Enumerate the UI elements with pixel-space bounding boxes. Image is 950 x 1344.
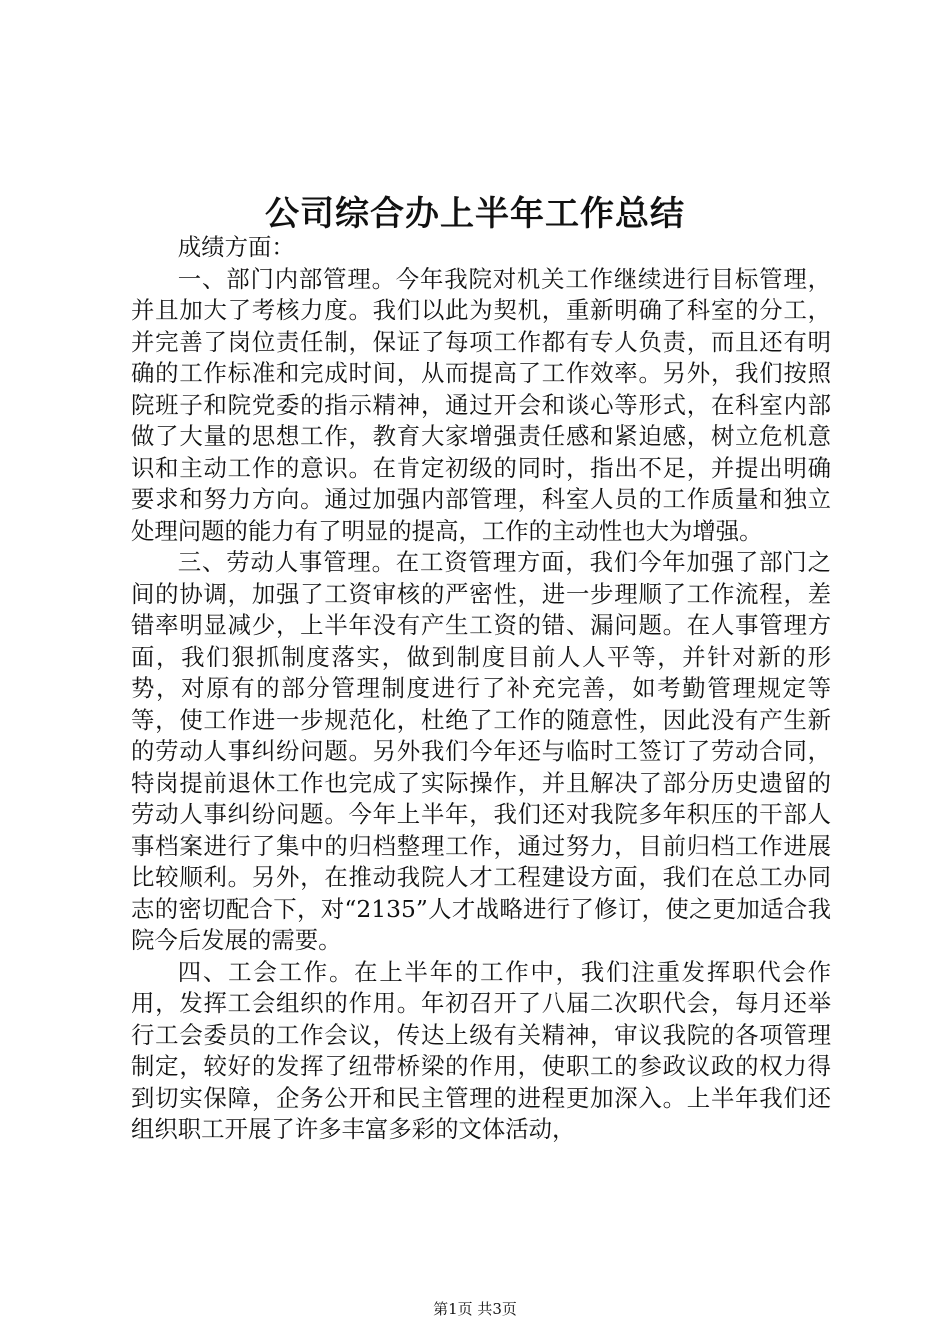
document-body [131,232,831,1146]
paragraph-department-management: 一、部门内部管理。今年我院对机关工作继续进行目标管理，并且加大了考核力度。我们以此为契机，重新明确了科室的分工，并完善了岗位责任制，保证了每项工作都有专人负责，而且还有明确的工作标准和完成时间，从而提高了工作效率。另外，我们按照院班子和院党委的指示精神，通过开会和谈心等形式，在科室内部做了大量的思想工作，教育大家增强责任感和紧迫感，树立危机意识和主动工作的意识。在肯定初级的同时，指出不足，并提出明确要求和努力方向。通过加强内部管理，科室人员的工作质量和独立处理问题的能力有了明显的提高，工作的主动性也大为增强。 [131,264,831,545]
document-title: 公司综合办上半年工作总结 [265,194,685,234]
paragraph-union-work: 四、工会工作。在上半年的工作中，我们注重发挥职代会作用，发挥工会组织的作用。年初召开了八届二次职代会，每月还举行工会委员的工作会议，传达上级有关精神，审议我院的各项管理制定，较好的发挥了纽带桥梁的作用，使职工的参政议政的权力得到切实保障，企务公开和民主管理的进程更加深入。上半年我们还组织职工开展了许多丰富多彩的文体活动， [131,957,831,1143]
paragraph-intro: 成绩方面： [177,233,295,261]
paragraph-personnel-management: 三、劳动人事管理。在工资管理方面，我们今年加强了部门之间的协调，加强了工资审核的严密性，进一步理顺了工作流程，差错率明显减少，上半年没有产生工资的错、漏问题。在人事管理方面，我们狠抓制度落实，做到制度目前人人平等，并针对新的形势，对原有的部分管理制度进行了补充完善，如考勤管理规定等等，使工作进一步规范化，杜绝了工作的随意性，因此没有产生新的劳动人事纠纷问题。另外我们今年还与临时工签订了劳动合同，特岗提前退休工作也完成了实际操作，并且解决了部分历史遗留的劳动人事纠纷问题。今年上半年，我们还对我院多年积压的干部人事档案进行了集中的归档整理工作，通过努力，目前归档工作进展比较顺利。另外，在推动我院人才工程建设方面，我们在总工办同志的密切配合下，对“2135”人才战略进行了修订，使之更加适合我院今后发展的需要。 [131,548,831,954]
page-footer: 第1页 共3页 [433,1300,517,1318]
